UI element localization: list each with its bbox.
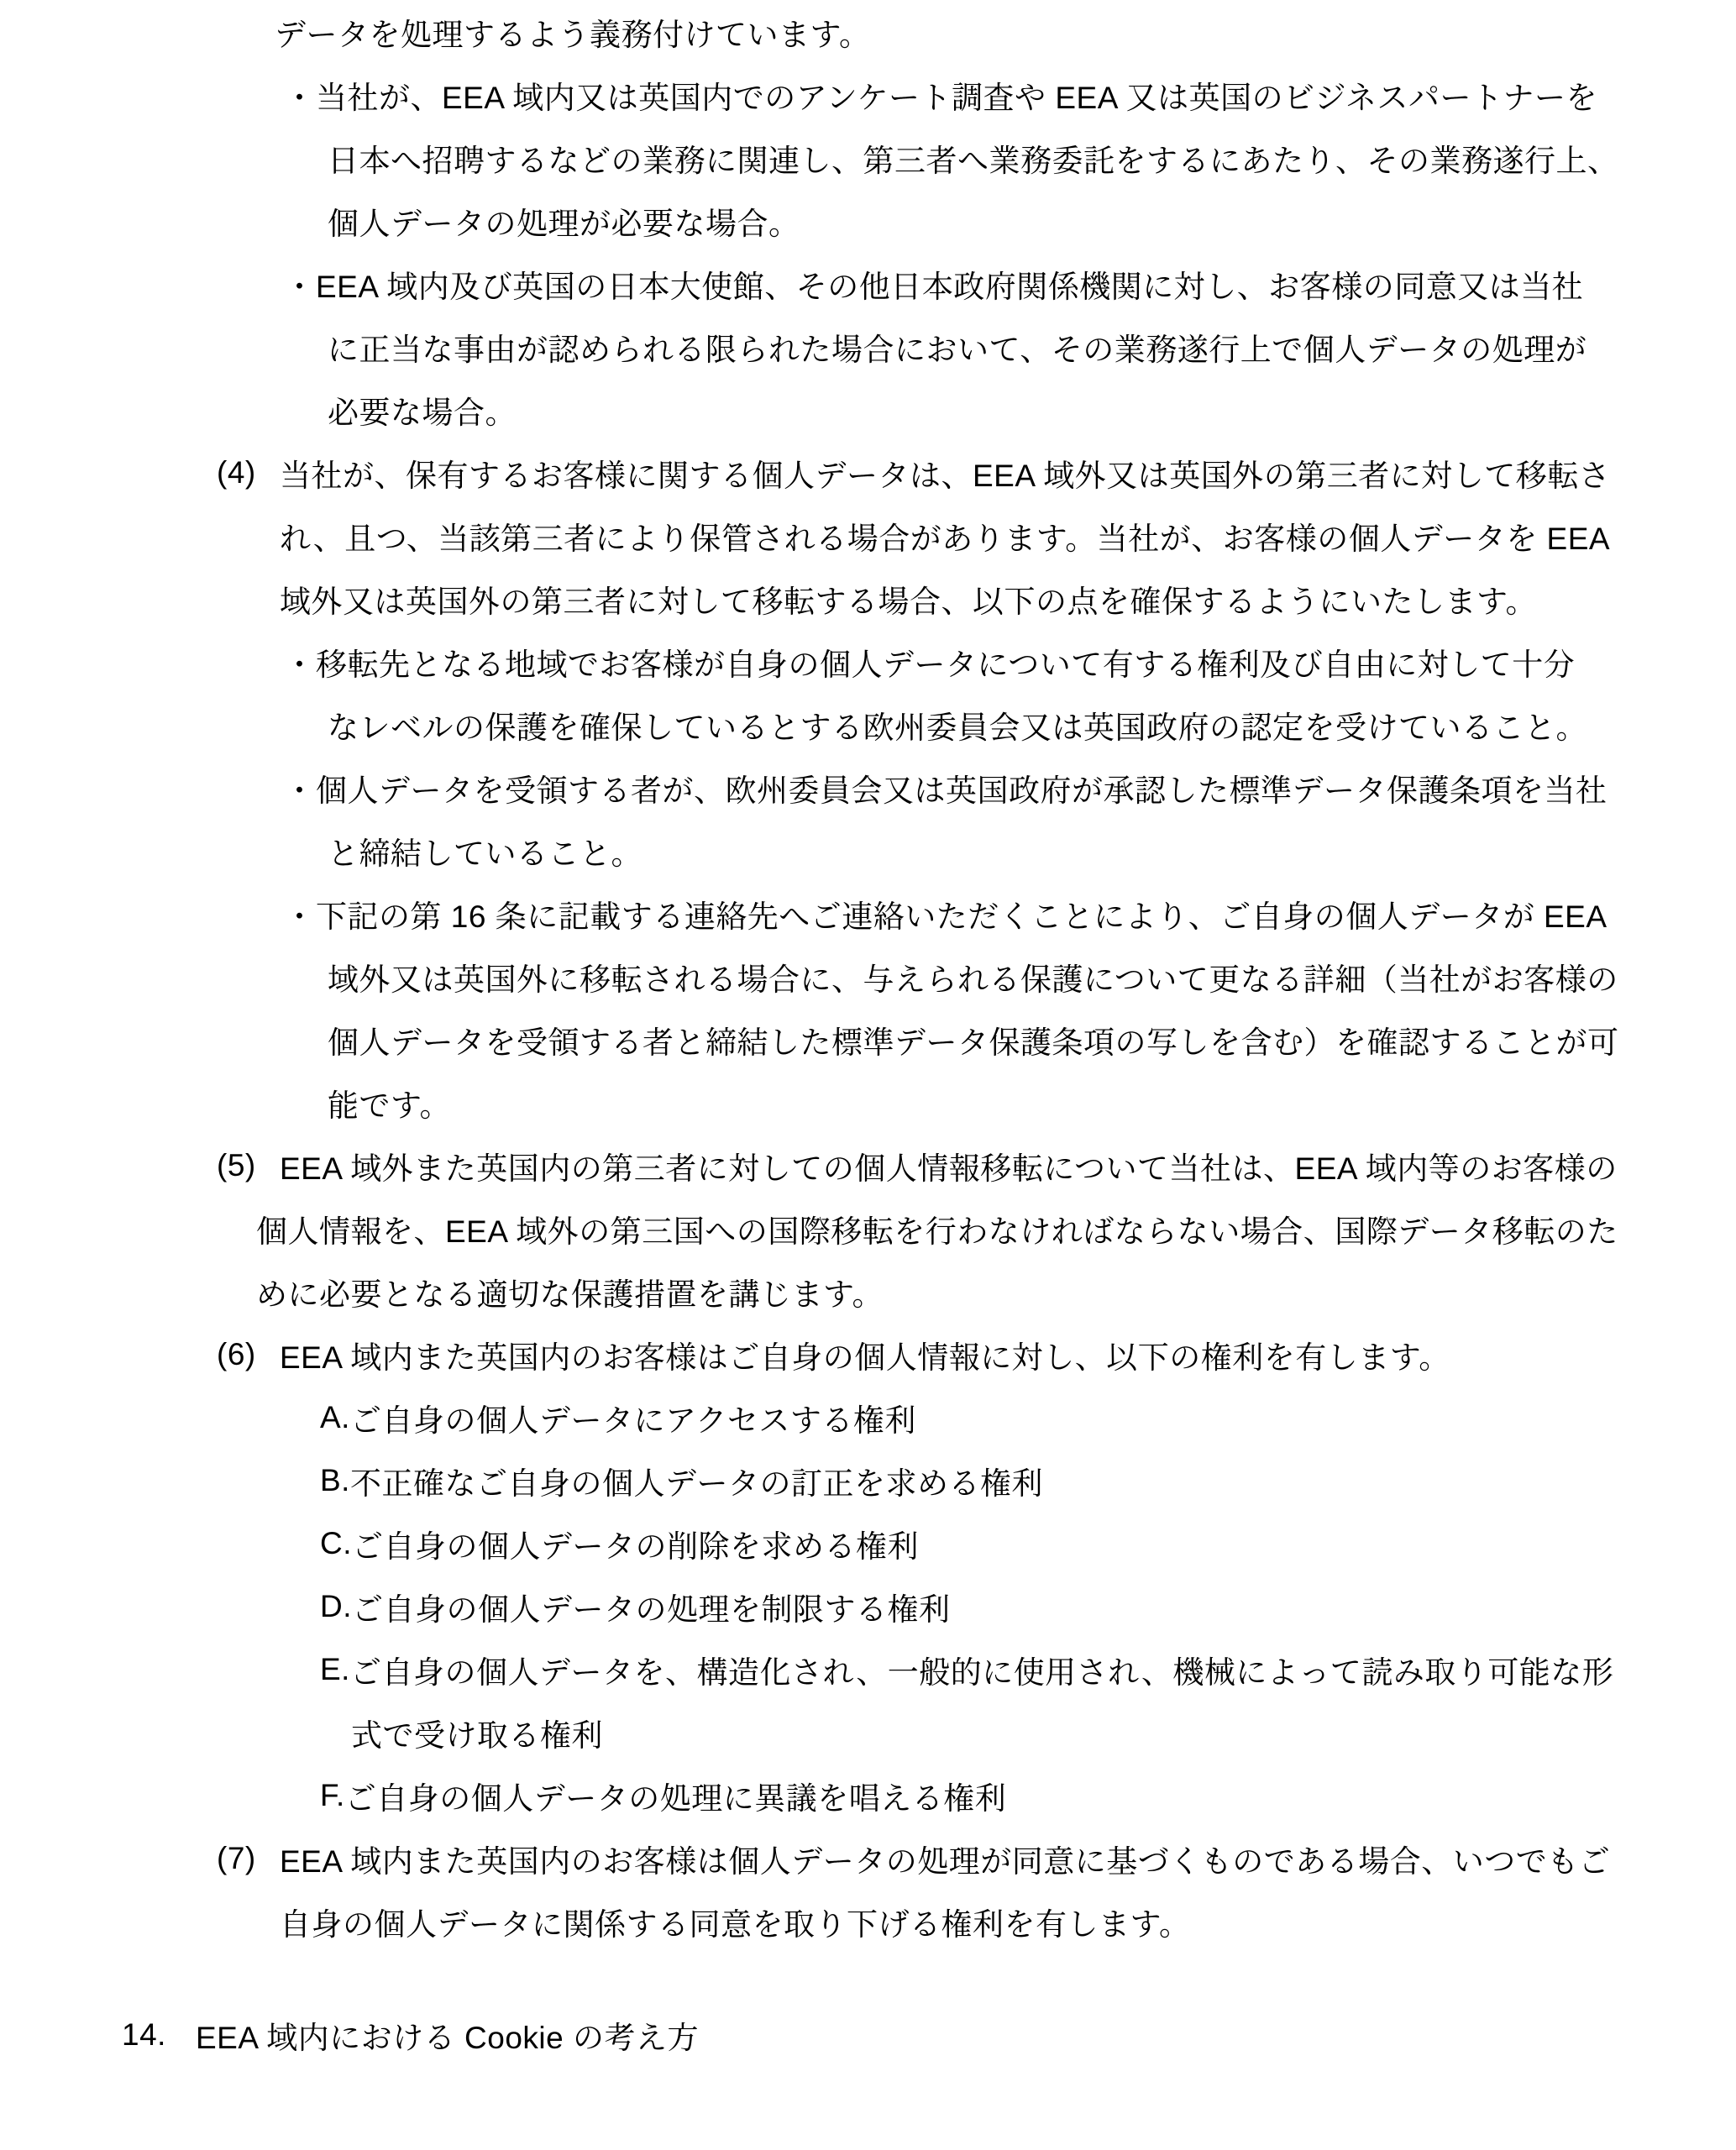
line-text: 個人データの処理が必要な場合。 [328,206,800,241]
doc-line [0,1260,1736,1323]
doc-line [0,252,1736,315]
doc-line [0,189,1736,252]
line-text: ご自身の個人データの処理を制限する権利 [352,1592,951,1627]
line-text: 域外又は英国外の第三者に対して移転する場合、以下の点を確保するようにいたします。 [280,584,1538,619]
line-text: 自身の個人データに関係する同意を取り下げる権利を有します。 [280,1906,1191,1942]
number-marker: (4) [217,454,256,490]
line-text: 下記の第 16 条に記載する連絡先へご連絡いただくことにより、ご自身の個人データが EEA [316,899,1608,934]
number-marker: (7) [217,1840,256,1875]
doc-line [0,1323,1736,1386]
letter-marker: E. [320,1651,350,1686]
line-text: と締結していること。 [328,836,642,871]
doc-line [0,1890,1736,1953]
number-marker: (6) [217,1336,256,1371]
doc-line [0,1512,1736,1575]
line-text: ご自身の個人データの削除を求める権利 [352,1529,919,1564]
line-text: EEA 域内また英国内のお客様はご自身の個人情報に対し、以下の権利を有します。 [280,1340,1450,1375]
line-text: データを処理するよう義務付けています。 [275,17,871,52]
doc-line [0,315,1736,378]
letter-marker: D. [320,1588,352,1623]
number-marker: (5) [217,1147,256,1182]
line-text: めに必要となる適切な保護措置を講じます。 [256,1277,884,1312]
doc-line [0,1197,1736,1260]
letter-marker: A. [320,1399,350,1434]
doc-line [0,1449,1736,1512]
bullet-marker: ・ [284,269,316,304]
line-text: 当社が、保有するお客様に関する個人データは、EEA 域外又は英国外の第三者に対して移転さ [280,458,1611,493]
doc-line [0,1134,1736,1197]
line-text: 必要な場合。 [328,395,517,430]
doc-line [0,1575,1736,1638]
line-text: 当社が、EEA 域内又は英国内でのアンケート調査や EEA 又は英国のビジネスパートナーを [316,80,1597,115]
bullet-marker: ・ [284,647,316,682]
doc-line [0,63,1736,126]
doc-line [0,126,1736,189]
doc-line [0,441,1736,504]
doc-line [0,0,1736,63]
doc-line [0,567,1736,630]
doc-line [0,378,1736,441]
line-text: 日本へ招聘するなどの業務に関連し、第三者へ業務委託をするにあたり、その業務遂行上、 [328,143,1619,178]
doc-line [0,819,1736,882]
line-text: なレベルの保護を確保しているとする欧州委員会又は英国政府の認定を受けていること。 [328,710,1587,745]
section-heading [0,2003,1736,2066]
letter-marker: C. [320,1525,352,1560]
section-number: 14. [122,2016,166,2052]
doc-line [0,1638,1736,1701]
line-text: ご自身の個人データにアクセスする権利 [349,1403,916,1438]
line-text: ご自身の個人データを、構造化され、一般的に使用され、機械によって読み取り可能な形 [349,1654,1614,1690]
line-text: に正当な事由が認められる限られた場合において、その業務遂行上で個人データの処理が [328,332,1587,367]
line-text: 不正確なご自身の個人データの訂正を求める権利 [349,1466,1043,1501]
doc-line [0,504,1736,567]
doc-line [0,693,1736,756]
letter-marker: B. [320,1462,350,1497]
line-text: 式で受け取る権利 [351,1717,603,1753]
doc-line [0,756,1736,819]
bullet-marker: ・ [284,80,316,115]
doc-line [0,1386,1736,1449]
doc-line [0,1827,1736,1890]
line-text: 能です。 [328,1088,452,1123]
line-text: ご自身の個人データの処理に異議を唱える権利 [344,1780,1007,1816]
doc-line [0,1071,1736,1134]
line-text: 個人データを受領する者が、欧州委員会又は英国政府が承認した標準データ保護条項を当社 [316,773,1608,808]
letter-marker: F. [320,1777,345,1812]
doc-line [0,945,1736,1008]
doc-line [0,630,1736,693]
line-text: EEA 域外また英国内の第三者に対しての個人情報移転について当社は、EEA 域内等のお客様の [280,1151,1618,1186]
bullet-marker: ・ [284,773,316,808]
line-text: EEA 域内における Cookie の考え方 [196,2020,700,2055]
line-text: れ、且つ、当該第三者により保管される場合があります。当社が、お客様の個人データを EEA [280,521,1611,556]
line-text: 移転先となる地域でお客様が自身の個人データについて有する権利及び自由に対して十分 [316,647,1576,682]
bullet-marker: ・ [284,899,316,934]
line-text: 個人データを受領する者と締結した標準データ保護条項の写しを含む）を確認することが可 [328,1025,1619,1060]
doc-line [0,882,1736,945]
line-text: 個人情報を、EEA 域外の第三国への国際移転を行わなければならない場合、国際データ移転のた [256,1214,1618,1249]
doc-line [0,1764,1736,1827]
line-text: EEA 域内及び英国の日本大使館、その他日本政府関係機関に対し、お客様の同意又は当社 [316,269,1584,304]
line-text: EEA 域内また英国内のお客様は個人データの処理が同意に基づくものである場合、いつでもご [280,1843,1611,1879]
line-text: 域外又は英国外に移転される場合に、与えられる保護について更なる詳細（当社がお客様の [328,962,1618,997]
doc-line [0,1701,1736,1764]
doc-line [0,1008,1736,1071]
